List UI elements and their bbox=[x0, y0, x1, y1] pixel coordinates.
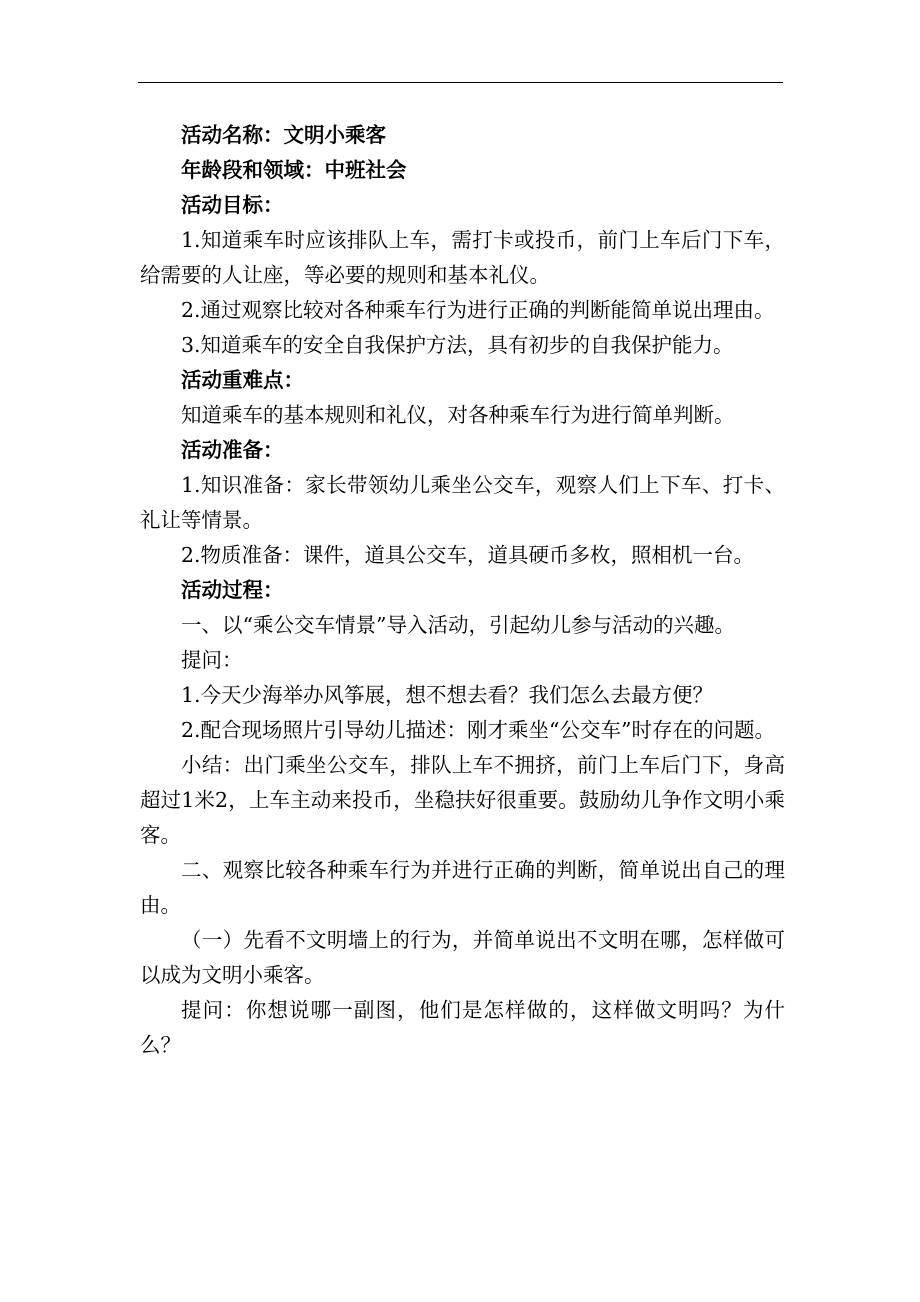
heading-key-difficulty: 活动重难点： bbox=[181, 368, 304, 392]
paragraph-preparation-2: 2.物质准备：课件，道具公交车，道具硬币多枚，照相机一台。 bbox=[181, 543, 755, 567]
paragraph-summary: 小结：出门乘坐公交车，排队上车不拥挤，前门上车后门下，身高超过1米2，上车主动来投币，坐稳扶好很重要。鼓励幼儿争作文明小乘客。 bbox=[140, 753, 785, 847]
heading-activity-goals: 活动目标： bbox=[181, 193, 284, 217]
paragraph-preparation-1: 1.知识准备：家长带领幼儿乘坐公交车，观察人们上下车、打卡、礼让等情景。 bbox=[140, 473, 785, 532]
paragraph-key-difficulty: 知道乘车的基本规则和礼仪，对各种乘车行为进行简单判断。 bbox=[181, 403, 735, 427]
paragraph-age-domain: 年龄段和领域：中班社会 bbox=[181, 158, 407, 182]
paragraph-sub-step-1: （一）先看不文明墙上的行为，并简单说出不文明在哪，怎样做可以成为文明小乘客。 bbox=[140, 928, 785, 987]
heading-process: 活动过程： bbox=[181, 578, 284, 602]
paragraph-goal-3: 3.知道乘车的安全自我保护方法，具有初步的自我保护能力。 bbox=[181, 333, 734, 357]
paragraph-process-step-2: 二、观察比较各种乘车行为并进行正确的判断，简单说出自己的理由。 bbox=[140, 858, 785, 917]
header-rule bbox=[138, 82, 783, 83]
paragraph-process-step-1: 一、以“乘公交车情景”导入活动，引起幼儿参与活动的兴趣。 bbox=[181, 613, 735, 637]
paragraph-question-label: 提问： bbox=[181, 648, 243, 672]
paragraph-question-3: 提问：你想说哪一副图，他们是怎样做的，这样做文明吗？为什么？ bbox=[140, 998, 785, 1057]
paragraph-goal-1: 1.知道乘车时应该排队上车，需打卡或投币，前门上车后门下车，给需要的人让座，等必要的规则和基本礼仪。 bbox=[140, 228, 785, 287]
paragraph-question-2: 2.配合现场照片引导幼儿描述：刚才乘坐“公交车”时存在的问题。 bbox=[181, 718, 776, 742]
paragraph-question-1: 1.今天少海举办风筝展，想不想去看？我们怎么去最方便？ bbox=[181, 683, 714, 707]
document-body bbox=[140, 118, 785, 1063]
paragraph-goal-2: 2.通过观察比较对各种乘车行为进行正确的判断能简单说出理由。 bbox=[181, 298, 775, 322]
heading-preparation: 活动准备： bbox=[181, 438, 284, 462]
paragraph-activity-name: 活动名称：文明小乘客 bbox=[181, 123, 386, 147]
